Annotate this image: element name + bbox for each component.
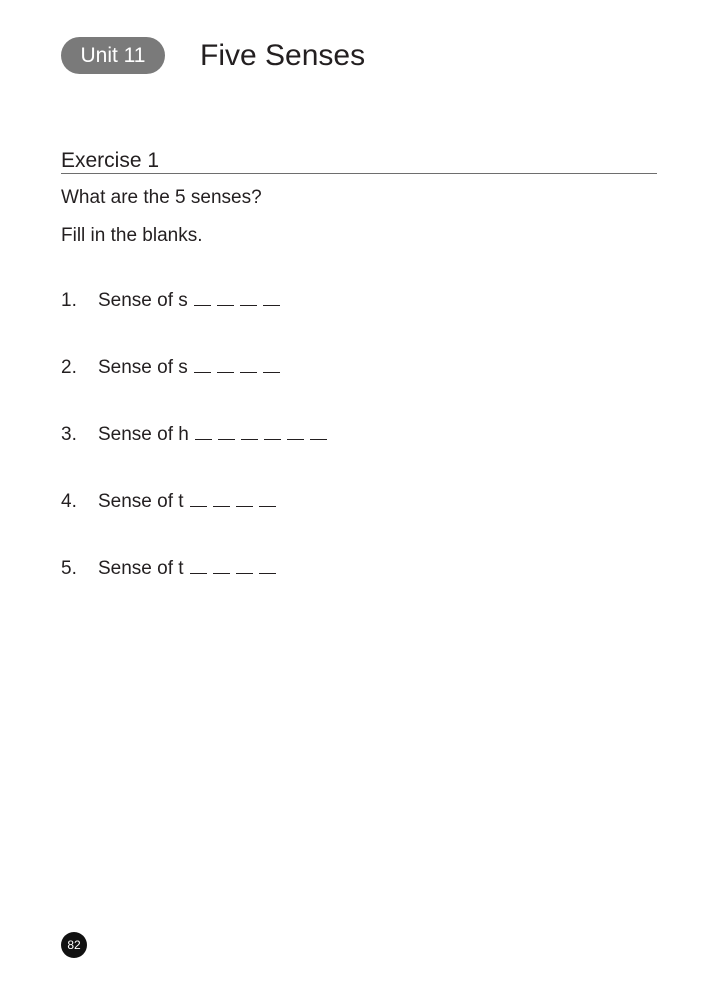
answer-blanks[interactable] (184, 556, 276, 582)
answer-blank[interactable] (190, 572, 207, 574)
answer-blanks[interactable] (189, 422, 327, 448)
answer-blank[interactable] (287, 438, 304, 440)
exercise-divider (61, 173, 657, 174)
answer-blank[interactable] (236, 505, 253, 507)
page-number: 82 (67, 938, 81, 952)
answer-blank[interactable] (218, 438, 235, 440)
answer-blank[interactable] (217, 304, 234, 306)
question-item (61, 489, 327, 556)
question-number: 3. (61, 424, 77, 445)
question-text: Sense of s (98, 290, 188, 311)
answer-blank[interactable] (240, 371, 257, 373)
question-text: Sense of s (98, 357, 188, 378)
answer-blank[interactable] (263, 371, 280, 373)
question-number: 1. (61, 290, 77, 311)
answer-blank[interactable] (264, 438, 281, 440)
answer-blanks[interactable] (184, 489, 276, 515)
exercise-prompt-question: What are the 5 senses? (61, 187, 262, 208)
exercise-prompt-instruction: Fill in the blanks. (61, 225, 203, 246)
page-title: Five Senses (200, 39, 366, 72)
answer-blank[interactable] (240, 304, 257, 306)
answer-blank[interactable] (195, 438, 212, 440)
unit-label: Unit 11 (80, 44, 146, 67)
answer-blank[interactable] (213, 572, 230, 574)
answer-blank[interactable] (213, 505, 230, 507)
answer-blanks[interactable] (188, 355, 280, 381)
answer-blank[interactable] (190, 505, 207, 507)
question-number: 5. (61, 558, 77, 579)
question-item (61, 556, 327, 623)
question-number: 2. (61, 357, 77, 378)
answer-blank[interactable] (259, 505, 276, 507)
page-number-badge (61, 932, 87, 958)
question-item (61, 422, 327, 489)
question-item (61, 288, 327, 355)
question-text: Sense of h (98, 424, 189, 445)
answer-blank[interactable] (194, 304, 211, 306)
answer-blank[interactable] (217, 371, 234, 373)
answer-blank[interactable] (241, 438, 258, 440)
answer-blank[interactable] (310, 438, 327, 440)
question-text: Sense of t (98, 491, 184, 512)
answer-blanks[interactable] (188, 288, 280, 314)
answer-blank[interactable] (236, 572, 253, 574)
unit-badge (61, 37, 165, 74)
question-item (61, 355, 327, 422)
answer-blank[interactable] (194, 371, 211, 373)
answer-blank[interactable] (263, 304, 280, 306)
question-text: Sense of t (98, 558, 184, 579)
answer-blank[interactable] (259, 572, 276, 574)
exercise-heading: Exercise 1 (61, 149, 160, 172)
question-list (61, 288, 327, 623)
question-number: 4. (61, 491, 77, 512)
